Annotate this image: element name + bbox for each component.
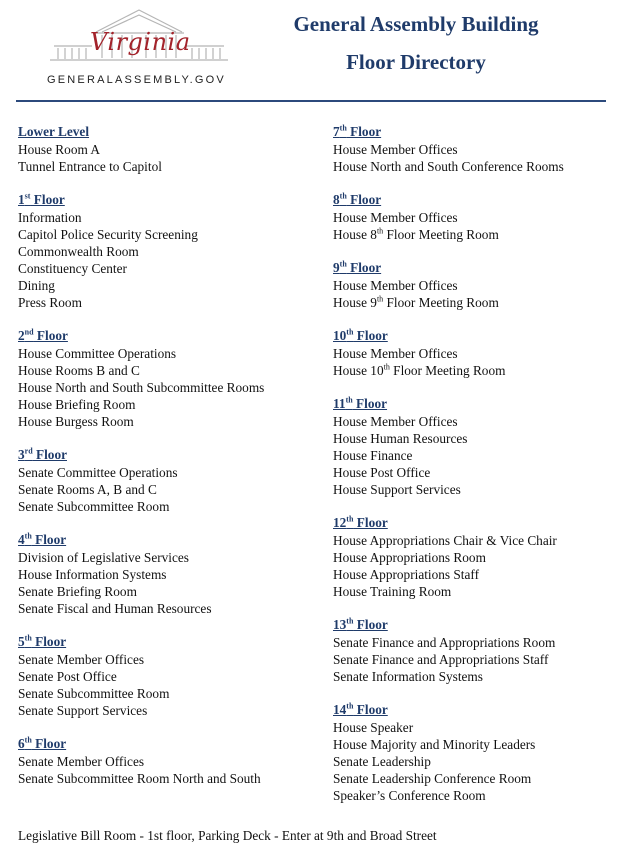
directory-list-item xyxy=(333,532,564,549)
directory-list-item xyxy=(18,141,264,158)
item-text: House Member Offices xyxy=(333,142,458,157)
floor-heading-label: Floor xyxy=(31,532,67,547)
floor-heading-label: Floor xyxy=(353,515,388,530)
floor-heading-number: 6 xyxy=(18,736,25,751)
item-text: Division of Legislative Services xyxy=(18,550,189,565)
directory-list-item xyxy=(333,549,564,566)
directory-list-item xyxy=(18,226,264,243)
floor-heading xyxy=(18,532,264,549)
item-text: House Appropriations Room xyxy=(333,550,486,565)
directory-list-item xyxy=(18,685,264,702)
directory-list-item xyxy=(333,447,564,464)
directory-list-item xyxy=(18,379,264,396)
directory-list-item xyxy=(333,464,564,481)
floor-heading-number: 10 xyxy=(333,328,347,343)
floor-heading-label: Floor xyxy=(346,124,382,139)
item-text: House Briefing Room xyxy=(18,397,136,412)
directory-list-item xyxy=(18,243,264,260)
directory-list-item xyxy=(333,736,564,753)
floor-section xyxy=(18,736,264,787)
floor-heading-number: 3 xyxy=(18,447,25,462)
floor-heading-number: 14 xyxy=(333,702,347,717)
floor-heading-number: 11 xyxy=(333,396,346,411)
item-text: Senate Information Systems xyxy=(333,669,483,684)
floor-section xyxy=(333,124,564,175)
directory-column-left xyxy=(18,124,264,787)
floor-heading-ordinal: nd xyxy=(24,327,34,337)
floor-section xyxy=(18,447,264,515)
floor-heading-number: 1 xyxy=(18,192,25,207)
item-text: Capitol Police Security Screening xyxy=(18,227,198,242)
floor-heading-label: Floor xyxy=(30,192,65,207)
floor-heading xyxy=(18,328,264,345)
item-text: House Speaker xyxy=(333,720,414,735)
directory-list-item xyxy=(18,651,264,668)
floor-heading-ordinal: th xyxy=(346,514,354,524)
floor-heading-ordinal: th xyxy=(346,616,354,626)
floor-heading-ordinal: th xyxy=(339,259,347,269)
item-text: House Burgess Room xyxy=(18,414,134,429)
floor-heading-label: Floor xyxy=(32,447,67,462)
directory-list-item xyxy=(333,277,564,294)
directory-list-item xyxy=(18,600,264,617)
floor-section xyxy=(333,515,564,600)
directory-list-item xyxy=(333,141,564,158)
floor-heading xyxy=(333,192,564,209)
directory-list-item xyxy=(18,345,264,362)
footer-note: Legislative Bill Room - 1st floor, Parking Deck - Enter at 9th and Broad Street xyxy=(18,828,437,843)
item-text: House Room A xyxy=(18,142,101,157)
directory-list-item xyxy=(18,260,264,277)
item-text: House Appropriations Chair & Vice Chair xyxy=(333,533,557,548)
item-text: Senate Committee Operations xyxy=(18,465,178,480)
item-text: Information xyxy=(18,210,82,225)
item-text: Speaker’s Conference Room xyxy=(333,788,486,803)
item-text: Senate Finance and Appropriations Room xyxy=(333,635,556,650)
floor-heading-label: Floor xyxy=(353,328,388,343)
floor-heading-ordinal: rd xyxy=(24,446,33,456)
item-text: House Member Offices xyxy=(333,210,458,225)
page-subtitle: Floor Directory xyxy=(346,50,486,74)
floor-heading-number: 5 xyxy=(18,634,25,649)
floor-heading-ordinal: th xyxy=(346,701,354,711)
directory-list-item xyxy=(333,719,564,736)
floor-heading-label: Floor xyxy=(353,617,388,632)
item-text: Senate Rooms A, B and C xyxy=(18,482,157,497)
item-text: Tunnel Entrance to Capitol xyxy=(18,159,162,174)
directory-list-item xyxy=(18,566,264,583)
floor-heading xyxy=(18,447,264,464)
item-text: Senate Support Services xyxy=(18,703,148,718)
directory-list-item xyxy=(333,362,564,379)
floor-heading-ordinal: st xyxy=(24,191,31,201)
floor-section xyxy=(333,328,564,379)
floor-heading-number: 4 xyxy=(18,532,25,547)
directory-list-item xyxy=(18,464,264,481)
directory-list-item xyxy=(18,549,264,566)
directory-list-item xyxy=(18,413,264,430)
item-text: Senate Subcommittee Room xyxy=(18,686,170,701)
directory-list-item xyxy=(18,362,264,379)
floor-heading xyxy=(18,634,264,651)
floor-heading-ordinal: th xyxy=(24,531,32,541)
item-ordinal: th xyxy=(376,226,384,236)
floor-heading-number: 7 xyxy=(333,124,340,139)
floor-heading-label: Floor xyxy=(31,736,67,751)
floor-heading-ordinal: th xyxy=(339,191,347,201)
floor-heading-ordinal: th xyxy=(339,123,347,133)
directory-list-item xyxy=(18,209,264,226)
floor-heading-number: 9 xyxy=(333,260,340,275)
item-text: House North and South Subcommittee Rooms xyxy=(18,380,265,395)
floor-heading xyxy=(333,702,564,719)
directory-list-item xyxy=(333,294,564,311)
page-title: General Assembly Building xyxy=(293,12,539,36)
floor-heading-label: Floor xyxy=(353,702,388,717)
directory-list-item xyxy=(18,668,264,685)
directory-list-item xyxy=(333,430,564,447)
directory-list-item xyxy=(333,753,564,770)
item-text: Senate Leadership xyxy=(333,754,431,769)
logo-script-text: Virginia xyxy=(90,28,191,56)
floor-section xyxy=(18,328,264,430)
item-text-rest: Floor Meeting Room xyxy=(389,363,506,378)
floor-heading-ordinal: th xyxy=(345,395,353,405)
directory-list-item xyxy=(333,209,564,226)
floor-heading xyxy=(333,515,564,532)
item-text: House Human Resources xyxy=(333,431,468,446)
floor-section xyxy=(333,702,564,804)
directory-column-right xyxy=(333,124,564,804)
floor-heading-ordinal: th xyxy=(24,633,32,643)
item-text: House Finance xyxy=(333,448,413,463)
item-text: House Information Systems xyxy=(18,567,167,582)
item-text: Dining xyxy=(18,278,55,293)
floor-section xyxy=(18,124,264,175)
floor-heading xyxy=(18,124,264,141)
directory-list-item xyxy=(333,583,564,600)
floor-heading-number: 12 xyxy=(333,515,347,530)
item-text: Senate Fiscal and Human Resources xyxy=(18,601,212,616)
directory-list-item xyxy=(333,413,564,430)
directory-list-item xyxy=(18,481,264,498)
directory-list-item xyxy=(333,566,564,583)
item-text: House Majority and Minority Leaders xyxy=(333,737,536,752)
item-text: Press Room xyxy=(18,295,82,310)
directory-list-item xyxy=(333,345,564,362)
floor-heading xyxy=(333,260,564,277)
item-text: Constituency Center xyxy=(18,261,127,276)
item-text: House North and South Conference Rooms xyxy=(333,159,564,174)
floor-heading-number: 2 xyxy=(18,328,25,343)
item-text: Senate Member Offices xyxy=(18,652,145,667)
item-text: House 9 xyxy=(333,295,377,310)
item-text: House 8 xyxy=(333,227,377,242)
floor-heading-number: 8 xyxy=(333,192,340,207)
floor-section xyxy=(333,396,564,498)
item-text: House Member Offices xyxy=(333,278,458,293)
item-ordinal: th xyxy=(383,362,390,372)
floor-heading-number: 13 xyxy=(333,617,347,632)
directory-list-item xyxy=(333,770,564,787)
directory-list-item xyxy=(18,753,264,770)
item-text: Senate Subcommittee Room xyxy=(18,499,170,514)
floor-heading xyxy=(18,736,264,753)
floor-heading xyxy=(333,124,564,141)
item-text: House Member Offices xyxy=(333,346,458,361)
item-text: Senate Leadership Conference Room xyxy=(333,771,532,786)
floor-heading-label: Floor xyxy=(346,192,382,207)
floor-heading-ordinal: th xyxy=(346,327,354,337)
virginia-general-assembly-logo xyxy=(44,6,234,86)
floor-section xyxy=(18,192,264,311)
directory-list-item xyxy=(333,226,564,243)
directory-list-item xyxy=(333,668,564,685)
item-text: Senate Post Office xyxy=(18,669,117,684)
item-text: Senate Subcommittee Room North and South xyxy=(18,771,261,786)
item-text-rest: Floor Meeting Room xyxy=(383,227,499,242)
floor-section xyxy=(333,617,564,685)
item-text: House 10 xyxy=(333,363,384,378)
item-text-rest: Floor Meeting Room xyxy=(383,295,499,310)
directory-list-item xyxy=(333,158,564,175)
item-text: House Member Offices xyxy=(333,414,458,429)
floor-section xyxy=(18,634,264,719)
floor-heading-ordinal: th xyxy=(24,735,32,745)
floor-section xyxy=(18,532,264,617)
item-text: House Support Services xyxy=(333,482,461,497)
floor-heading xyxy=(333,617,564,634)
directory-list-item xyxy=(18,277,264,294)
item-text: House Training Room xyxy=(333,584,452,599)
item-text: House Committee Operations xyxy=(18,346,177,361)
directory-list-item xyxy=(18,158,264,175)
directory-list-item xyxy=(333,651,564,668)
floor-heading xyxy=(18,192,264,209)
directory-list-item xyxy=(18,396,264,413)
floor-section xyxy=(333,260,564,311)
floor-heading-label: Floor xyxy=(33,328,68,343)
item-text: Senate Member Offices xyxy=(18,754,145,769)
item-text: Senate Finance and Appropriations Staff xyxy=(333,652,549,667)
logo-domain-text: GENERALASSEMBLY.GOV xyxy=(47,74,226,86)
directory-list-item xyxy=(18,294,264,311)
directory-list-item xyxy=(333,634,564,651)
directory-list-item xyxy=(18,702,264,719)
directory-list-item xyxy=(18,498,264,515)
floor-section xyxy=(333,192,564,243)
directory-list-item xyxy=(18,583,264,600)
floor-heading xyxy=(333,396,564,413)
directory-list-item xyxy=(333,787,564,804)
floor-heading-label: Floor xyxy=(352,396,388,411)
floor-heading-label: Floor xyxy=(346,260,382,275)
item-text: House Rooms B and C xyxy=(18,363,140,378)
header-divider xyxy=(16,100,606,102)
floor-heading-label: Floor xyxy=(31,634,67,649)
directory-list-item xyxy=(333,481,564,498)
floor-heading xyxy=(333,328,564,345)
item-ordinal: th xyxy=(376,294,384,304)
item-text: House Post Office xyxy=(333,465,431,480)
item-text: House Appropriations Staff xyxy=(333,567,480,582)
directory-list-item xyxy=(18,770,264,787)
item-text: Commonwealth Room xyxy=(18,244,139,259)
item-text: Senate Briefing Room xyxy=(18,584,137,599)
floor-heading-number: Lower Level xyxy=(18,124,90,139)
